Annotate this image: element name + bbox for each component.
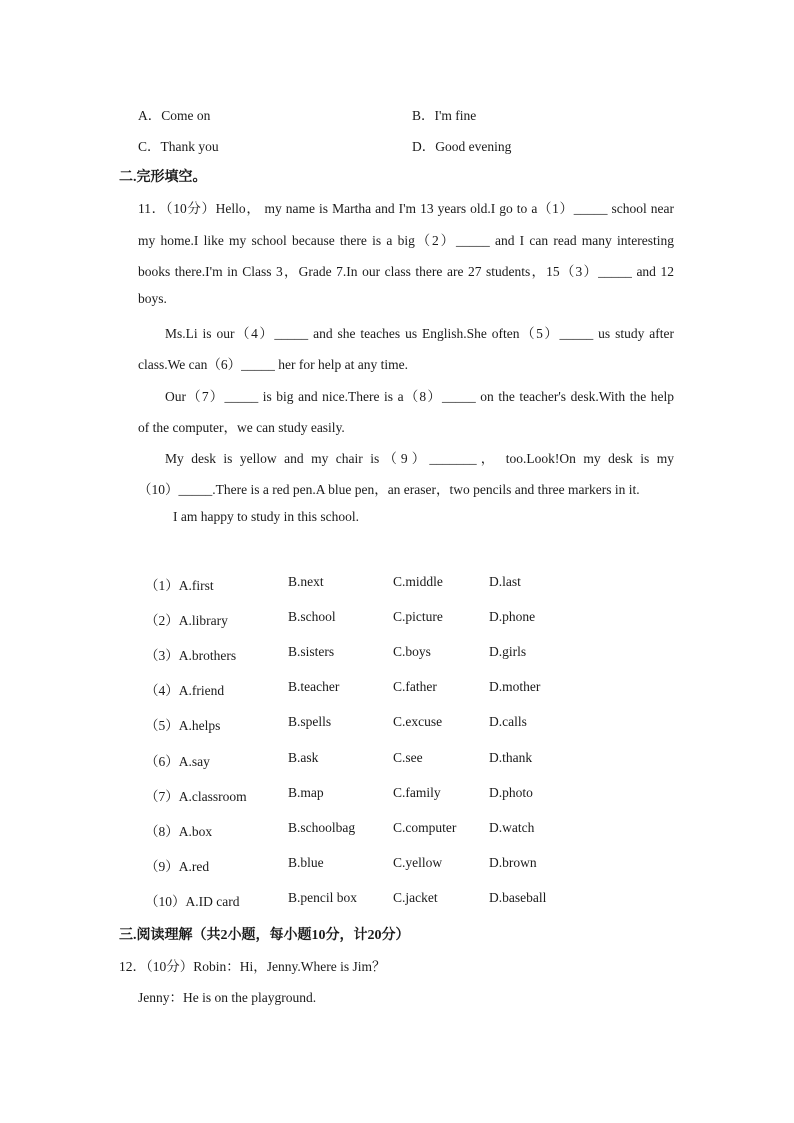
passage-line: （10）_____.There is a red pen.A blue pen，an eraser，two pencils and three markers in it. xyxy=(138,482,640,497)
option-cell: D.baseball xyxy=(489,890,547,905)
passage-line: I am happy to study in this school. xyxy=(173,509,359,524)
passage-line: of the computer，we can study easily. xyxy=(138,420,345,435)
option-cell: C.family xyxy=(393,785,441,800)
option-cell: （7）A.classroom xyxy=(145,789,247,804)
question-12-line: 12．（10分）Robin：Hi，Jenny.Where is Jim？ xyxy=(119,959,386,974)
option-cell: （3）A.brothers xyxy=(145,648,237,663)
option-cell: （8）A.box xyxy=(145,824,213,839)
option-cell: D.mother xyxy=(489,679,541,694)
option-cell: C.boys xyxy=(393,644,431,659)
option-cell: B.blue xyxy=(288,855,324,870)
option-cell: （5）A.helps xyxy=(145,718,221,733)
option-cell: C.excuse xyxy=(393,714,443,729)
option-cell: C.computer xyxy=(393,820,457,835)
passage-line: Ms.Li is our（4）_____ and she teaches us English.She often（5）_____ us study after xyxy=(165,326,674,341)
option-cell: B.spells xyxy=(288,714,332,729)
passage-line: Our（7）_____ is big and nice.There is a（8）_____ on the teacher's desk.With the help xyxy=(165,389,674,404)
option-cell: D.girls xyxy=(489,644,527,659)
option-cell: （2）A.library xyxy=(145,613,228,628)
option-cell: B.schoolbag xyxy=(288,820,356,835)
option-cell: （6）A.say xyxy=(145,754,210,769)
option-cell: D.calls xyxy=(489,714,527,729)
option-cell: （4）A.friend xyxy=(145,683,225,698)
passage-line: books there.I'm in Class 3，Grade 7.In our class there are 27 students，15（3）_____ and 12 xyxy=(138,264,674,279)
option-c: C．Thank you xyxy=(138,139,219,154)
option-cell: B.next xyxy=(288,574,324,589)
option-cell: D.photo xyxy=(489,785,533,800)
option-cell: C.picture xyxy=(393,609,443,624)
section-heading-reading: 三.阅读理解（共2小题，每小题10分，计20分） xyxy=(119,928,410,943)
passage-line: boys. xyxy=(138,291,167,306)
passage-line: class.We can（6）_____ her for help at any time. xyxy=(138,357,408,372)
option-cell: B.ask xyxy=(288,750,319,765)
option-cell: B.teacher xyxy=(288,679,340,694)
passage-line: 11．（10分）Hello， my name is Martha and I'm 13 years old.I go to a（1）_____ school near xyxy=(138,201,674,216)
option-cell: D.phone xyxy=(489,609,536,624)
option-cell: D.thank xyxy=(489,750,533,765)
option-cell: C.jacket xyxy=(393,890,438,905)
option-cell: B.school xyxy=(288,609,336,624)
option-cell: C.yellow xyxy=(393,855,443,870)
option-cell: B.sisters xyxy=(288,644,335,659)
option-a: A．Come on xyxy=(138,108,211,123)
option-cell: （10）A.ID card xyxy=(145,894,240,909)
question-12-line: Jenny：He is on the playground. xyxy=(138,990,317,1005)
option-cell: B.pencil box xyxy=(288,890,357,905)
option-cell: B.map xyxy=(288,785,324,800)
option-cell: （1）A.first xyxy=(145,578,214,593)
option-cell: （9）A.red xyxy=(145,859,210,874)
option-cell: C.middle xyxy=(393,574,443,589)
section-heading-cloze: 二.完形填空。 xyxy=(119,170,207,185)
passage-line: my home.I like my school because there is a big（2）_____ and I can read many interesting xyxy=(138,233,674,248)
option-cell: D.brown xyxy=(489,855,537,870)
passage-line: My desk is yellow and my chair is（9）_______， too.Look!On my desk is my xyxy=(165,451,674,466)
option-cell: C.see xyxy=(393,750,423,765)
option-d: D．Good evening xyxy=(412,139,512,154)
option-cell: D.last xyxy=(489,574,521,589)
option-cell: C.father xyxy=(393,679,437,694)
option-cell: D.watch xyxy=(489,820,535,835)
option-b: B．I'm fine xyxy=(412,108,477,123)
